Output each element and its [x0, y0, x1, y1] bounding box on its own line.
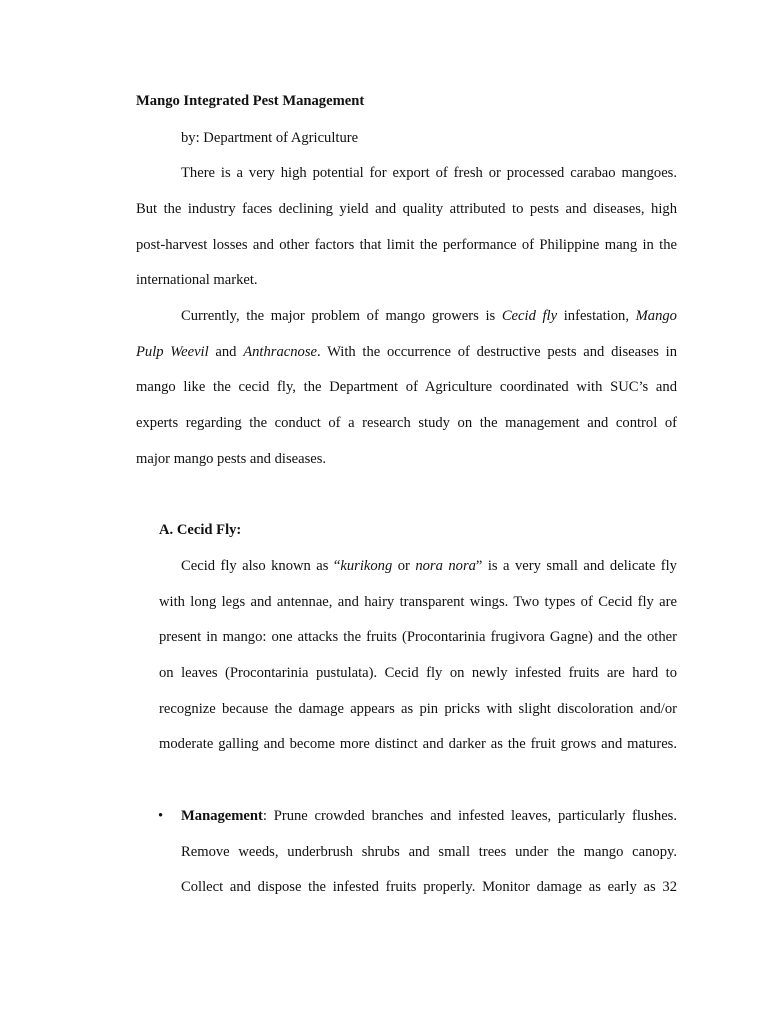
cecid-line-2: with long legs and antennae, and hairy transparent wings. Two types of Cecid fly are [159, 594, 677, 610]
document-title: Mango Integrated Pest Management [136, 93, 365, 109]
intro-line-3: post-harvest losses and other factors that limit the performance of Philippine mang in the [136, 237, 677, 253]
cecid-line-5: recognize because the damage appears as pin pricks with slight discoloration and/or [159, 701, 677, 717]
bullet-icon: • [158, 808, 164, 824]
cecid-line-1: Cecid fly also known as “kurikong or nora nora” is a very small and delicate fly [181, 558, 677, 574]
cecid-line-3: present in mango: one attacks the fruits (Procontarinia frugivora Gagne) and the other [159, 629, 677, 645]
cecid-line-4: on leaves (Procontarinia pustulata). Cecid fly on newly infested fruits are hard to [159, 665, 677, 681]
problem-line-1: Currently, the major problem of mango growers is Cecid fly infestation, Mango [181, 308, 677, 324]
management-line-3: Collect and dispose the infested fruits properly. Monitor damage as early as 32 [181, 879, 677, 895]
problem-line-3: mango like the cecid fly, the Department of Agriculture coordinated with SUC’s and [136, 379, 677, 395]
section-a-heading: A. Cecid Fly: [159, 522, 242, 538]
cecid-line-6: moderate galling and become more distinct and darker as the fruit grows and matures. [159, 736, 677, 752]
problem-line-4: experts regarding the conduct of a research study on the management and control of [136, 415, 677, 431]
management-line-1: Management: Prune crowded branches and infested leaves, particularly flushes. [181, 808, 677, 824]
intro-line-1: There is a very high potential for export of fresh or processed carabao mangoes. [181, 165, 677, 181]
management-line-2: Remove weeds, underbrush shrubs and small trees under the mango canopy. [181, 844, 677, 860]
intro-line-2: But the industry faces declining yield and quality attributed to pests and diseases, high [136, 201, 677, 217]
problem-line-5: major mango pests and diseases. [136, 451, 327, 467]
intro-line-4: international market. [136, 272, 258, 288]
byline: by: Department of Agriculture [181, 130, 359, 146]
problem-line-2: Pulp Weevil and Anthracnose. With the occurrence of destructive pests and diseases in [136, 344, 677, 360]
